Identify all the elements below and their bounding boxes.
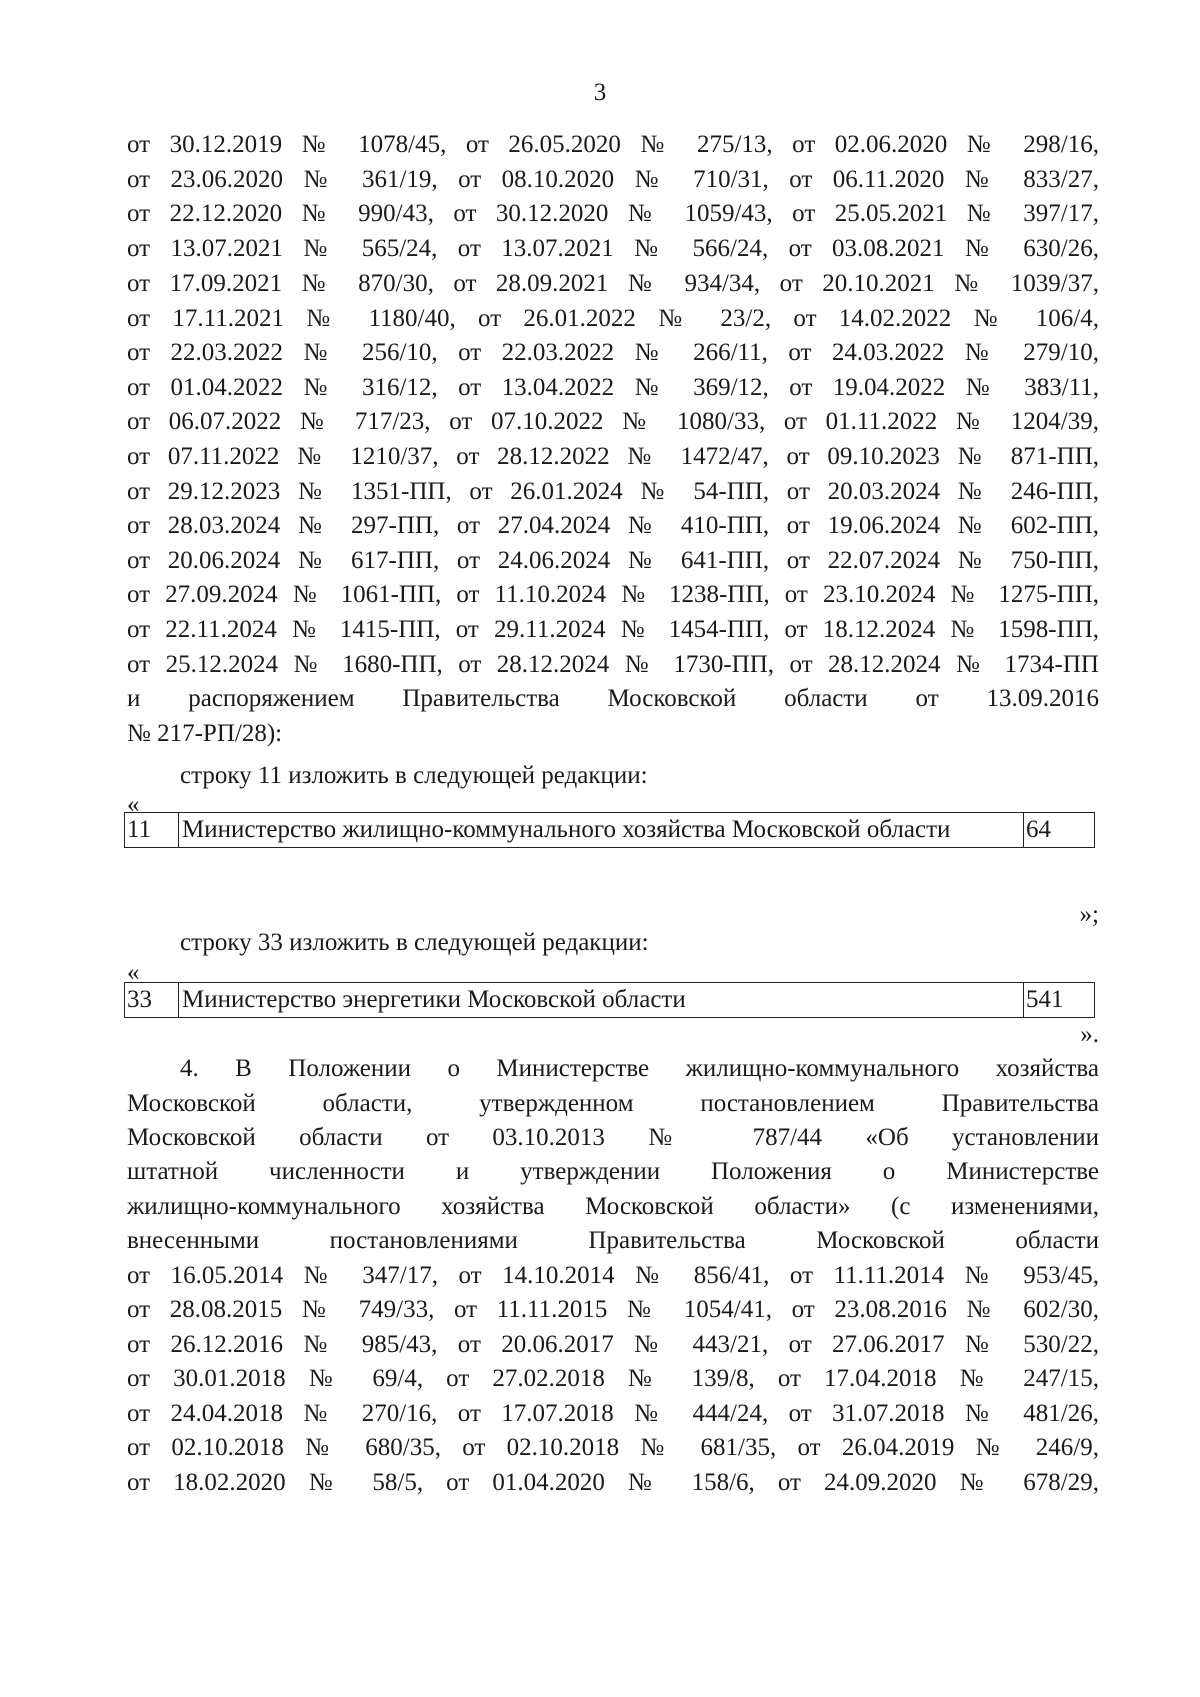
row-value: 541 [1024,983,1095,1018]
text-line: от 30.01.2018 № 69/4, от 27.02.2018 № 139/8, от 17.04.2018 № 247/15, [127,1365,1099,1392]
page-number: 3 [593,79,607,106]
instruction-row-33: строку 33 изложить в следующей редакции: [180,929,649,956]
text-line: от 22.11.2024 № 1415-ПП, от 29.11.2024 № 1454-ПП, от 18.12.2024 № 1598-ПП, [127,616,1099,643]
text-line: от 17.11.2021 № 1180/40, от 26.01.2022 № 23/2, от 14.02.2022 № 106/4, [127,305,1099,332]
text-line: от 29.12.2023 № 1351-ПП, от 26.01.2024 № 54-ПП, от 20.03.2024 № 246-ПП, [127,478,1099,505]
instruction-row-11: строку 11 изложить в следующей редакции: [180,762,648,789]
row-number: 33 [125,983,179,1018]
quote-open: « [127,791,140,818]
text-line: от 02.10.2018 № 680/35, от 02.10.2018 № 681/35, от 26.04.2019 № 246/9, [127,1434,1099,1461]
text-line: от 07.11.2022 № 1210/37, от 28.12.2022 № 1472/47, от 09.10.2023 № 871-ПП, [127,443,1099,470]
text-line: от 18.02.2020 № 58/5, от 01.04.2020 № 158/6, от 24.09.2020 № 678/29, [127,1469,1099,1496]
table-row-33 [124,982,1095,1018]
text-line: от 22.12.2020 № 990/43, от 30.12.2020 № 1059/43, от 25.05.2021 № 397/17, [127,200,1099,227]
text-line: от 26.12.2016 № 985/43, от 20.06.2017 № 443/21, от 27.06.2017 № 530/22, [127,1331,1099,1358]
text-line: от 27.09.2024 № 1061-ПП, от 11.10.2024 № 1238-ПП, от 23.10.2024 № 1275-ПП, [127,581,1099,608]
text-line: от 06.07.2022 № 717/23, от 07.10.2022 № 1080/33, от 01.11.2022 № 1204/39, [127,408,1099,435]
text-line: от 20.06.2024 № 617-ПП, от 24.06.2024 № 641-ПП, от 22.07.2024 № 750-ПП, [127,547,1099,574]
text-line: Московской области, утвержденном постановлением Правительства [127,1090,1099,1117]
text-line: внесенными постановлениями Правительства Московской области [127,1227,1099,1254]
text-line: от 25.12.2024 № 1680-ПП, от 28.12.2024 № 1730-ПП, от 28.12.2024 № 1734-ПП [127,651,1099,678]
text-line: № 217-РП/28): [127,720,283,747]
text-line: от 30.12.2019 № 1078/45, от 26.05.2020 № 275/13, от 02.06.2020 № 298/16, [127,131,1099,158]
text-line: штатной численности и утверждении Положения о Министерстве [127,1158,1099,1185]
text-line: и распоряжением Правительства Московской области от 13.09.2016 [127,685,1099,712]
paragraph-4-first-line: 4. В Положении о Министерстве жилищно-коммунального хозяйства [180,1055,1099,1082]
quote-close: ». [1080,1021,1099,1048]
text-line: от 28.08.2015 № 749/33, от 11.11.2015 № 1054/41, от 23.08.2016 № 602/30, [127,1296,1099,1323]
row-name: Министерство энергетики Московской области [179,983,1024,1018]
text-line: от 22.03.2022 № 256/10, от 22.03.2022 № 266/11, от 24.03.2022 № 279/10, [127,339,1099,366]
row-name: Министерство жилищно-коммунального хозяйства Московской области [179,813,1024,848]
text-line: Московской области от 03.10.2013 № 787/44 «Об установлении [127,1124,1099,1151]
text-line: от 01.04.2022 № 316/12, от 13.04.2022 № 369/12, от 19.04.2022 № 383/11, [127,374,1099,401]
quote-open: « [127,959,140,986]
text-line: от 17.09.2021 № 870/30, от 28.09.2021 № 934/34, от 20.10.2021 № 1039/37, [127,270,1099,297]
row-number: 11 [125,813,179,848]
text-line: от 24.04.2018 № 270/16, от 17.07.2018 № 444/24, от 31.07.2018 № 481/26, [127,1400,1099,1427]
table-row-11 [124,812,1095,848]
text-line: от 13.07.2021 № 565/24, от 13.07.2021 № 566/24, от 03.08.2021 № 630/26, [127,235,1099,262]
text-line: от 16.05.2014 № 347/17, от 14.10.2014 № 856/41, от 11.11.2014 № 953/45, [127,1262,1099,1289]
text-line: от 23.06.2020 № 361/19, от 08.10.2020 № 710/31, от 06.11.2020 № 833/27, [127,166,1099,193]
row-value: 64 [1024,813,1095,848]
text-line: жилищно-коммунального хозяйства Московской области» (с изменениями, [127,1193,1099,1220]
quote-close: »; [1079,901,1099,928]
text-line: от 28.03.2024 № 297-ПП, от 27.04.2024 № 410-ПП, от 19.06.2024 № 602-ПП, [127,512,1099,539]
